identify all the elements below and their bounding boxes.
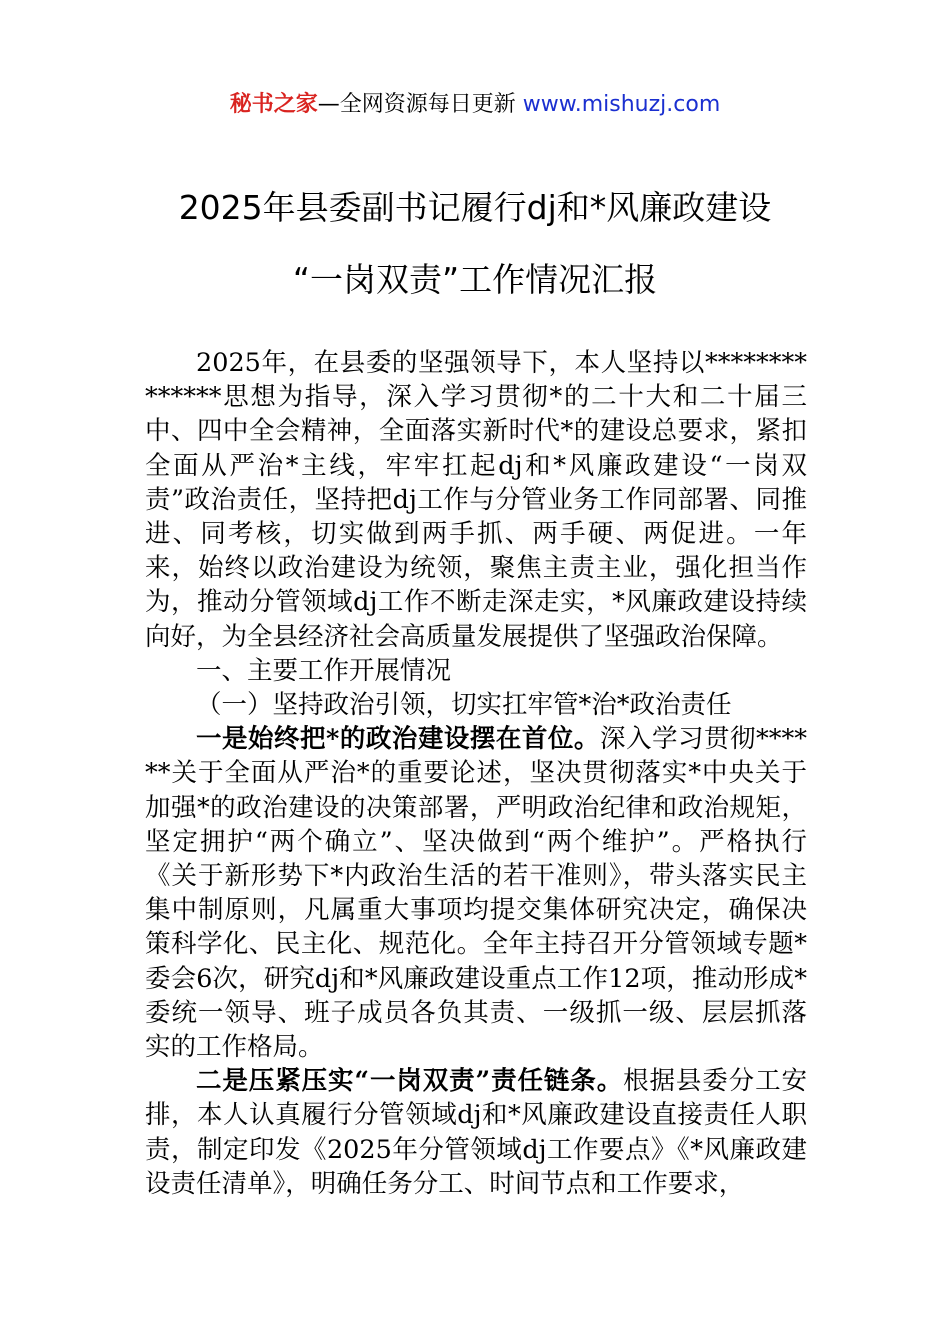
site-name: 秘书之家 <box>229 92 318 117</box>
site-header <box>0 88 950 122</box>
point-2-text: 根据县委分工安排，本人认真履行分管领域dj和*风廉政建设直接责任人职责，制定印发《2025年分管领域dj工作要点》《*风廉政建设责任清单》，明确任务分工、时间节点和工作要求， <box>145 1066 807 1199</box>
section-heading-1: 一、主要工作开展情况 <box>196 655 452 686</box>
point-paragraph-1 <box>145 722 807 1064</box>
document-body <box>145 346 807 1201</box>
point-paragraph-2 <box>145 1064 807 1201</box>
document-title-line-2: “一岗双责”工作情况汇报 <box>292 260 658 299</box>
subsection-heading-1: （一）坚持政治引领，切实扛牢管*治*政治责任 <box>196 690 732 721</box>
point-1-lead: 一是始终把*的政治建设摆在首位。 <box>196 724 600 755</box>
document-title-line-1: 2025年县委副书记履行dj和*风廉政建设 <box>178 188 772 227</box>
point-2-lead: 二是压紧压实“一岗双责”责任链条。 <box>196 1066 624 1097</box>
intro-paragraph: 2025年，在县委的坚强领导下，本人坚持以**************思想为指导，深入学习贯彻*的二十大和二十届三中、四中全会精神，全面落实新时代*的建设总要求，紧扣全面从严治*主线，牢牢扛起dj和*风廉政建设“一岗双责”政治责任，坚持把dj工作与分管业务工作同部署、同推进、同考核，切实做到两手抓、两手硬、两促进。一年来，始终以政治建设为统领，聚焦主责主业，强化担当作为，推动分管领域dj工作不断走深走实，*风廉政建设持续向好，为全县经济社会高质量发展提供了坚强政治保障。 <box>145 348 807 652</box>
point-1-text: 深入学习贯彻******关于全面从严治*的重要论述，坚决贯彻落实*中央关于加强*的政治建设的决策部署，严明政治纪律和政治规矩，坚定拥护“两个确立”、坚决做到“两个维护”。严格执行《关于新形势下*内政治生活的若干准则》，带头落实民主集中制原则，凡属重大事项均提交集体研究决定，确保决策科学化、民主化、规范化。全年主持召开分管领域专题*委会6次，研究dj和*风廉政建设重点工作12项，推动形成*委统一领导、班子成员各负其责、一级抓一级、层层抓落实的工作格局。 <box>145 724 807 1063</box>
site-url-link[interactable]: www.mishuzj.com <box>522 92 721 117</box>
site-slogan: —全网资源每日更新 <box>317 92 516 117</box>
